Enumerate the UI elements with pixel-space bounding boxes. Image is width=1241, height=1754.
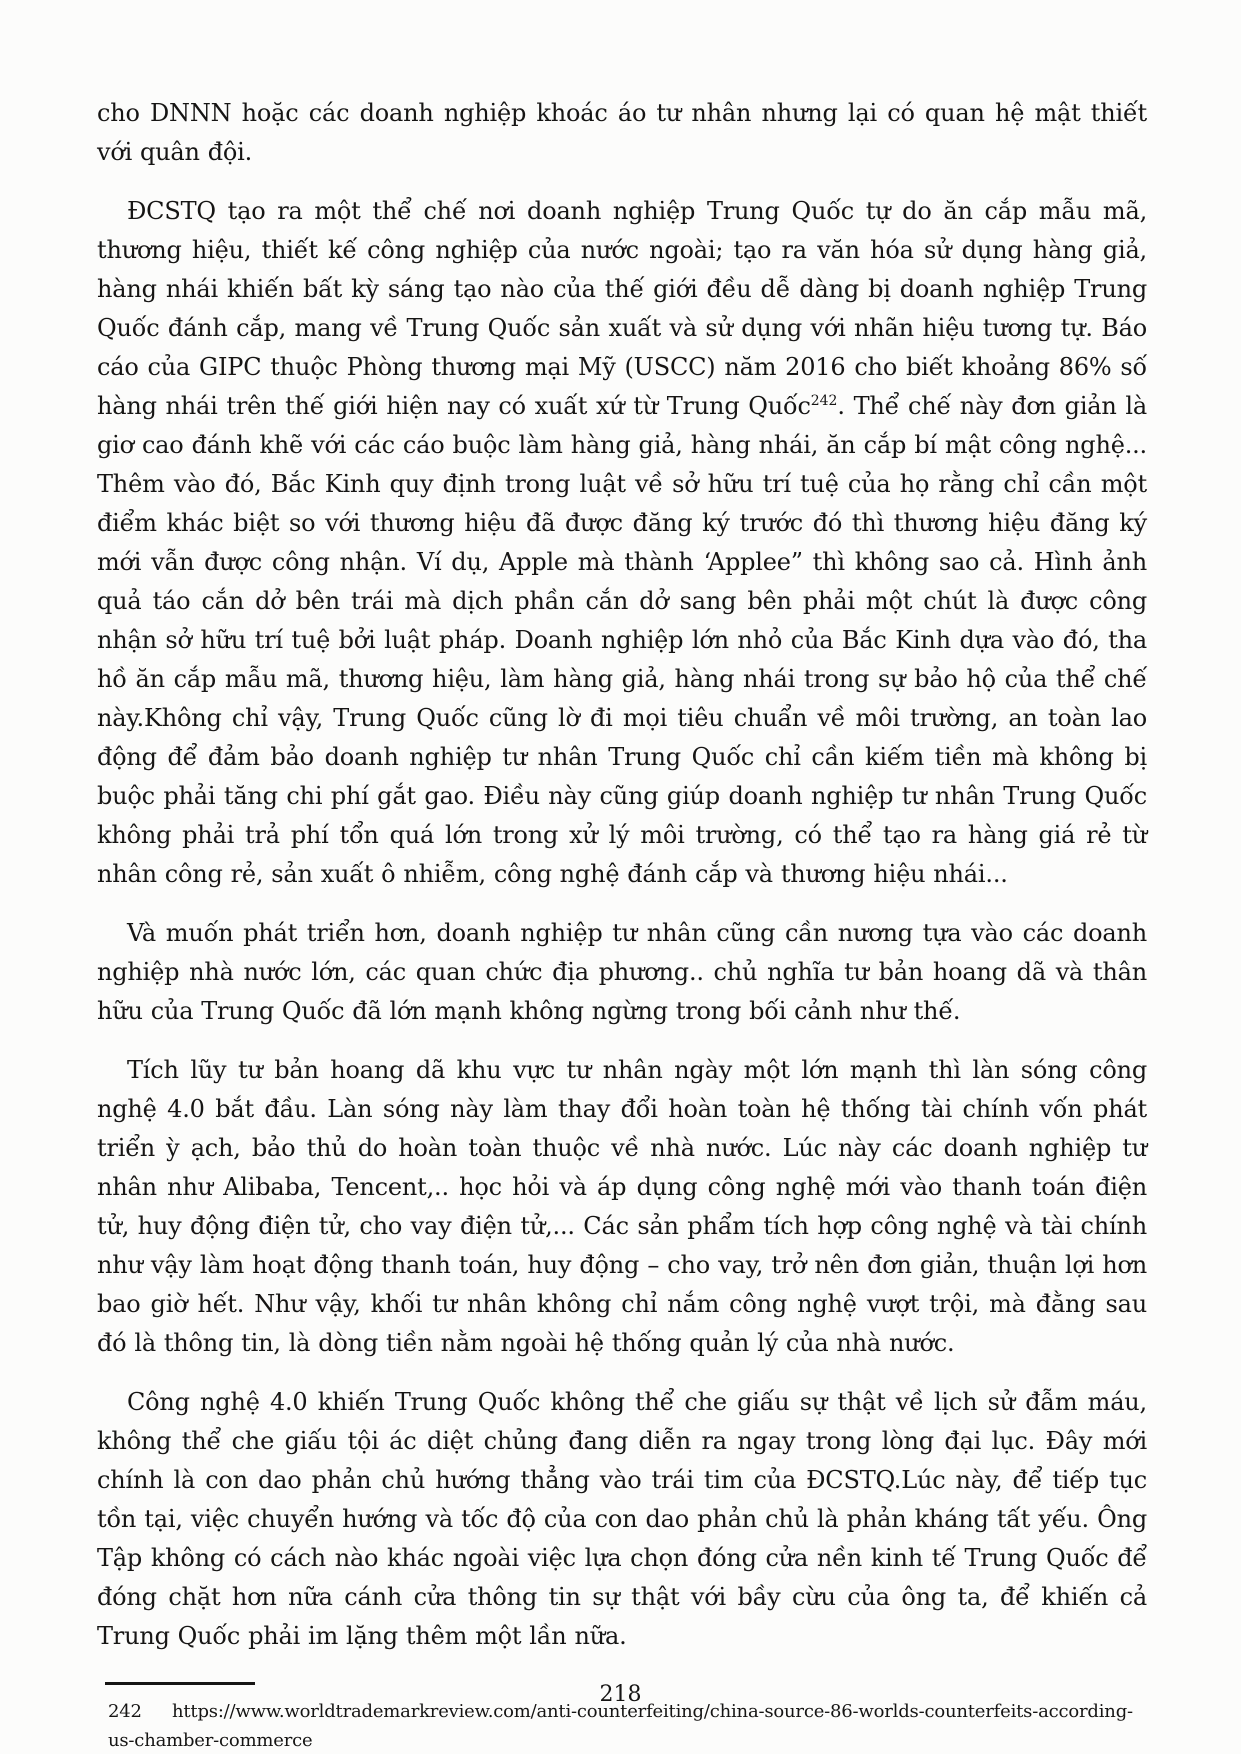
page-number: 218 — [599, 1682, 642, 1707]
paragraph-closing-economy: Công nghệ 4.0 khiến Trung Quốc không thể che giấu sự thật về lịch sử đẫm máu, không thể che giấu tội ác diệt chủng đang diễn ra ngay trong lòng đại lục. Đây mới chính là con dao phản chủ hướng thẳng vào trái tim của ĐCSTQ.Lúc này, để tiếp tục tồn tại, việc chuyển hướng và tốc độ của con dao phản chủ là phản kháng tất yếu. Ông Tập không có cách nào khác ngoài việc lựa chọn đóng cửa nền kinh tế Trung Quốc để đóng chặt hơn nữa cánh cửa thông tin sự thật với bầy cừu của ông ta, để khiến cả Trung Quốc phải im lặng thêm một lần nữa. — [97, 1388, 1147, 1650]
paragraph-counterfeit-regime — [97, 192, 1147, 894]
paragraph-crony-capitalism: Và muốn phát triển hơn, doanh nghiệp tư nhân cũng cần nương tựa vào các doanh nghiệp nhà nước lớn, các quan chức địa phương.. chủ nghĩa tư bản hoang dã và thân hữu của Trung Quốc đã lớn mạnh không ngừng trong bối cảnh như thế. — [97, 919, 1147, 1025]
footnote-url-link[interactable]: https://www.worldtrademarkreview.com/anti-counterfeiting/china-source-86-worlds-counterfeits-according-us-chamber-commerce — [108, 1701, 1133, 1751]
footnote-ref-242[interactable]: 242 — [810, 393, 838, 409]
paragraph-continuation: cho DNNN hoặc các doanh nghiệp khoác áo tư nhân nhưng lại có quan hệ mật thiết với quân đội. — [97, 99, 1147, 166]
paragraph-text-before-ref: ĐCSTQ tạo ra một thể chế nơi doanh nghiệp Trung Quốc tự do ăn cắp mẫu mã, thương hiệu, thiết kế công nghiệp của nước ngoài; tạo ra văn hóa sử dụng hàng giả, hàng nhái khiến bất kỳ sáng tạo nào của thế giới đều dễ dàng bị doanh nghiệp Trung Quốc đánh cắp, mang về Trung Quốc sản xuất và sử dụng với nhãn hiệu tương tự. Báo cáo của GIPC thuộc Phòng thương mại Mỹ (USCC) năm 2016 cho biết khoảng 86% số hàng nhái trên thế giới hiện nay có xuất xứ từ Trung Quốc — [97, 197, 1147, 420]
paragraph-text-after-ref: . Thể chế này đơn giản là giơ cao đánh khẽ với các cáo buộc làm hàng giả, hàng nhái, ăn cắp bí mật công nghệ... Thêm vào đó, Bắc Kinh quy định trong luật về sở hữu trí tuệ của họ rằng chỉ cần một điểm khác biệt so với thương hiệu đã được đăng ký trước đó thì thương hiệu đăng ký mới vẫn được công nhận. Ví dụ, Apple mà thành ‘Applee” thì không sao cả. Hình ảnh quả táo cắn dở bên trái mà dịch phần cắn dở sang bên phải một chút là được công nhận sở hữu trí tuệ bởi luật pháp. Doanh nghiệp lớn nhỏ của Bắc Kinh dựa vào đó, tha hồ ăn cắp mẫu mã, thương hiệu, làm hàng giả, hàng nhái trong sự bảo hộ của thể chế này.Không chỉ vậy, Trung Quốc cũng lờ đi mọi tiêu chuẩn về môi trường, an toàn lao động để đảm bảo doanh nghiệp tư nhân Trung Quốc chỉ cần kiếm tiền mà không bị buộc phải tăng chi phí gắt gao. Điều này cũng giúp doanh nghiệp tư nhân Trung Quốc không phải trả phí tổn quá lớn trong xử lý môi trường, có thể tạo ra hàng giá rẻ từ nhân công rẻ, sản xuất ô nhiễm, công nghệ đánh cắp và thương hiệu nhái... — [97, 392, 1147, 888]
page-text — [97, 94, 1147, 1754]
paragraph-tech-wave: Tích lũy tư bản hoang dã khu vực tư nhân ngày một lớn mạnh thì làn sóng công nghệ 4.0 bắt đầu. Làn sóng này làm thay đổi hoàn toàn hệ thống tài chính vốn phát triển ỳ ạch, bảo thủ do hoàn toàn thuộc về nhà nước. Lúc này các doanh nghiệp tư nhân như Alibaba, Tencent,.. học hỏi và áp dụng công nghệ mới vào thanh toán điện tử, huy động điện tử, cho vay điện tử,... Các sản phẩm tích hợp công nghệ và tài chính như vậy làm hoạt động thanh toán, huy động – cho vay, trở nên đơn giản, thuận lợi hơn bao giờ hết. Như vậy, khối tư nhân không chỉ nắm công nghệ vượt trội, mà đằng sau đó là thông tin, là dòng tiền nằm ngoài hệ thống quản lý của nhà nước. — [97, 1056, 1147, 1357]
footnote-number: 242 — [108, 1701, 142, 1722]
